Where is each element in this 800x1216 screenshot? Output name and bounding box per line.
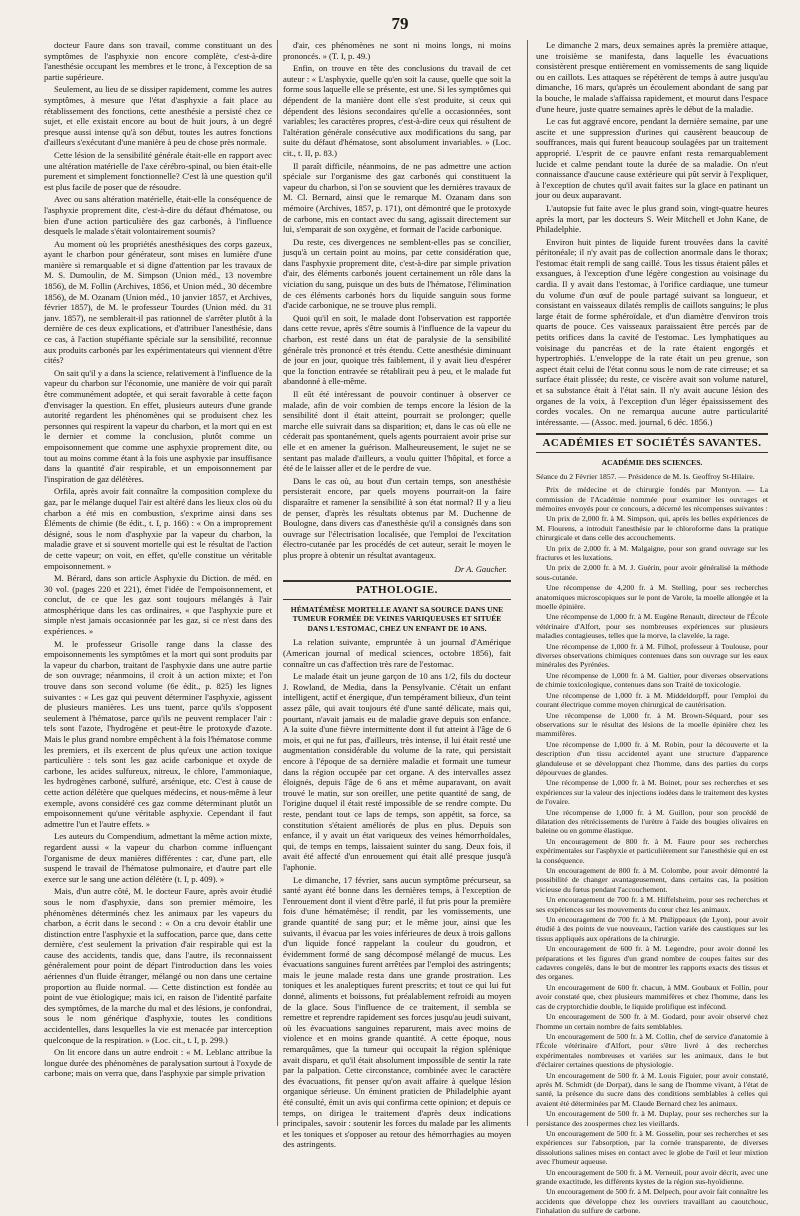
paragraph: Seulement, au lieu de se dissiper rapidement, comme les autres symptômes, à mesure que l'état d'asphyxie a fait place au rétablissement des fonctions, cette anesthésie a persisté chez ce sujet, et elle existait encore au bout de huit jours, à un degré presque aussi intense qu'à son début, toutes les autres fonctions d'ailleurs s'exécutant d'une manière à peu de chose près normale. <box>44 84 272 148</box>
list-item: Un encouragement de 500 fr. à M. Delpech, pour avoir fait connaître les accidents que développe chez les ouvriers travaillant au caoutchouc, l'inhalation du sulfure de carbone. <box>536 1187 768 1216</box>
list-item: Une récompense de 1,000 fr. à M. Filhol, professeur à Toulouse, pour diverses observations chimiques contenues dans son ouvrage sur les eaux minérales des Pyrénées. <box>536 641 768 670</box>
list-item: Un encouragement de 600 fr. à M. Legendre, pour avoir donné les préparations et les figures d'un grand nombre de coupes faites sur des cadavres congelés, dans le but de montrer les rapports exacts des tissus et des organes. <box>536 944 768 982</box>
paragraph: M. le professeur Grisolle range dans la classe des empoisonnements les symptômes et la mort qui sont produits par la vapeur du charbon, traitant de l'asphyxie dans une autre partie de son ouvrage; néanmoins, il croit à un action mixte; et l'on trouve dans son second volume (6e édit., p. 825) les lignes suivantes : « Les gaz qui peuvent déterminer l'asphyxie, agissent de plusieurs manières. Les uns tuent, parce qu'ils s'opposent seulement à l'hématose, parce qu'ils ne peuvent remplacer l'air : tels sont l'azote, l'hydrogène et peut-être le protoxyde d'azote. Mais le plus grand nombre empêchent à la fois l'hématose comme les premiers, et ils exercent de plus qu'eux une action toxique particulière : tels sont les gaz acide carbonique et oxyde de carbone, les acides sulfureux, nitreux, le chlore, l'ammoniaque, les hydrogènes carboné, sulfuré, arsénique, etc. C'est à cause de cette action délétère que quelques médecins, et nous-même à leur exemple, avons considéré ces gaz comme déterminant plutôt un empoisonnement qu'une véritable asphyxie. Cependant il faut admettre l'un et l'autre effets. » <box>44 638 272 829</box>
list-item: Un encouragement de 600 fr. chacun, à MM. Goubaux et Follin, pour avoir constaté que, chez plusieurs mammifères et chez l'homme, dans les cas de cryptorchidie double, le liquide prolifique est infécond. <box>536 982 768 1011</box>
column-middle <box>283 40 511 1150</box>
column-right <box>536 40 768 1216</box>
paragraph: On sait qu'il y a dans la science, relativement à l'influence de la vapeur du charbon sur l'économie, une manière de voir qui paraît être communément adoptée, et qui serait favorable à cette façon d'envisager la question. En effet, plusieurs auteurs d'une grande autorité regardent les phénomènes qui se produisent chez les personnes qui respirent la vapeur du charbon, et la mort qui en est le dernier et comme la conclusion, plutôt comme un empoisonnement que comme une asphyxie proprement dite, ou tout au moins comme étant à la fois une asphyxie par insuffisance dans la quantité d'air respirable, et un empoisonnement par l'inspiration de gaz délétères. <box>44 367 272 484</box>
paragraph: La relation suivante, empruntée à un journal d'Amérique (American journal of medical sciences, octobre 1856), fait connaître un cas d'affection très rare de l'estomac. <box>283 637 511 669</box>
paragraph: Il paraît difficile, néanmoins, de ne pas admettre une action spéciale sur l'organisme des gaz carbonés qui constituent la vapeur du charbon, si l'on se souvient que les dernières travaux de M. Cl. Bernard, ainsi que le remarque M. Ozanam dans son mémoire (Archives, 1857, p. 171), ont démontré que le protoxyde de carbone, mis en contact avec du sang, agissait directement sur lui, s'emparait de son oxygène, et formait de l'acide carbonique. <box>283 160 511 235</box>
list-item: Une récompense de 1,000 fr. à M. Galtier, pour diverses observations de chimie toxicologique, contenues dans son Traité de toxicologie. <box>536 670 768 690</box>
list-item: Un encouragement de 800 fr. à M. Colombe, pour avoir démontré la possibilité de changer avantageusement, dans certains cas, la position vicieuse du fœtus pendant l'accouchement. <box>536 866 768 894</box>
paragraph: Dans le cas où, au bout d'un certain temps, son anesthésie persisterait encore, par quels moyens pourrait-on la faire disparaître et ramener la sensibilité à son état normal? Il y a lieu de penser, d'après les résultats obtenus par M. Duchenne de Boulogne, dans divers cas d'anesthésie qu'il a consignés dans son ouvrage sur l'électrisation localisée, que l'emploi de l'excitation électro-cutanée par les procédés de cet auteur, serait le moyen le plus propre à obtenir un résultat avantageux. <box>283 475 511 560</box>
list-item: Une récompense de 1,000 fr. à M. Guillon, pour son procédé de dilatation des rétrécissements de l'urètre à l'aide des bougies olivaires en baleine ou en gomme élastique. <box>536 807 768 836</box>
list-item: Prix de médecine et de chirurgie fondés par Montyon. — La commission de l'Académie nommée pour examiner les ouvrages et mémoires envoyés pour ce concours, a décerné les récompenses suivantes : <box>536 485 768 513</box>
list-item: Un encouragement de 800 fr. à M. Faure pour ses recherches expérimentales sur l'asphyxie et particulièrement sur l'anesthésie qui en est la conséquence. <box>536 836 768 865</box>
list-item: Un prix de 2,000 fr. à M. Simpson, qui, après les belles expériences de M. Flourens, a introduit l'anesthésie par le chloroforme dans la pratique chirurgicale et dans celle des accouchements. <box>536 514 768 543</box>
paragraph: d'air, ces phénomènes ne sont ni moins longs, ni moins prononcés. » (T. I, p. 49.) <box>283 40 511 61</box>
list-item: Un prix de 2,000 fr. à M. Malgaigne, pour son grand ouvrage sur les fractures et les luxations. <box>536 543 768 562</box>
paragraph: On lit encore dans un autre endroit : « M. Leblanc attribue la longue durée des phénomènes de paralysation surtout à l'oxyde de carbone; mais on verra que, dans l'asphyxie par simple privation <box>44 1047 272 1079</box>
paragraph: M. Bérard, dans son article Asphyxie du Diction. de méd. en 30 vol. (pages 220 et 221), émet l'idée de l'empoisonnement, et conclut, de ce que les gaz sont toujours mélangés à l'air atmosphérique dans les cas ordinaires, « que l'asphyxie pure et simple n'est jamais occasionnée par les gaz, si ce n'est dans des expériences. » <box>44 573 272 637</box>
academy-subheading: ACADÉMIE DES SCIENCES. <box>601 457 703 467</box>
seance-line: Séance du 2 Février 1857. — Présidence de M. Is. Geoffroy St-Hilaire. <box>536 471 755 481</box>
list-item: Une récompense de 1,000 fr. à M. Boinet, pour ses recherches et ses expériences sur la valeur des injections iodées dans le traitement des kystes de l'ovaire. <box>536 778 768 807</box>
section-heading-academies: ACADÉMIES ET SOCIÉTÉS SAVANTES. <box>536 433 768 453</box>
list-item: Une récompense de 1,000 fr. à M. Brown-Séquard, pour ses observations sur le résultat des lésions de la moelle épinière chez les mammifères. <box>536 710 768 739</box>
paragraph: Le malade était un jeune garçon de 10 ans 1/2, fils du docteur J. Rowland, de Media, dans la Pensylvanie. C'était un enfant intelligent, actif et énergique, d'un tempérament bilieux, d'un teint assez pâle, qui avait toujours été d'une santé délicate, mais qui, pourtant, n'avait jamais eu de maladie grave depuis son enfance. A la suite d'une fièvre intermittente dont il fut atteint à l'âge de 6 mois, et qui ne fut pas, d'ailleurs, très intense, il lui était resté une augmentation considérable du volume de la rate, qui persistait encore à l'époque de sa dernière maladie et formait une tumeur dans la région occupée par cet organe. A des intervalles assez éloignés, depuis l'âge de 6 ans et même auparavant, on avait trouvé le matin, sur son oreiller, une petite quantité de sang, de l'origine duquel il était resté impossible de se rendre compte. Du reste, pendant tout ce laps de temps, son appétit, sa force, sa constitution s'étaient améliorés de plus en plus. Depuis son enfance, il y avait un état variqueux des veines hémorrhoïdales, qui, de temps en temps, laissaient suinter du sang. Deux fois, il avait été affecté d'un enrouement qui était allé presque jusqu'à l'aphonie. <box>283 671 511 872</box>
list-item: Un encouragement de 500 fr. à M. Verneuil, pour avoir décrit, avec une grande exactitude, les différents kystes de la région sus-hyoïdienne. <box>536 1167 768 1186</box>
paragraph: Mais, d'un autre côté, M. le docteur Faure, après avoir étudié sous le nom d'asphyxie, dans son premier mémoire, les phénomènes déterminés chez les animaux par les vapeurs du charbon, a écrit dans le second : « On a cru devoir établir une distinction entre l'asphyxie et la suffocation, parce que, dans cette dernière, c'est seulement la privation d'air respirable qui est la cause des accidents, tandis que, dans l'autre, ils reconnaissent généralement pour point de départ l'introduction dans les voies aériennes d'un fluide étranger, mélangé ou non dans une certaine proportion au fluide normal. — Cette distinction est fondée au point de vue étiologique; mais ici, en raison de l'identité parfaite des symptômes, de la marche du mal et des lésions, je confondrai, sous le nom générique d'asphyxie, toutes les conditions accidentelles, dans lesquelles la vie est menacée par interception quelconque de la respiration. » (Loc. cit., t. I, p. 299.) <box>44 886 272 1045</box>
list-item: Une récompense de 1,000 fr. à M. Eugène Renault, directeur de l'École vétérinaire d'Alfort, pour ses nombreuses expériences sur plusieurs maladies contagieuses, telles que la morve, la clavelée, la rage. <box>536 612 768 641</box>
list-item: Un encouragement de 700 fr. à M. Philippeaux (de Lyon), pour avoir étudié à des points de vue nouveaux, l'action variée des caustiques sur les tissus appliqués aux opérations de la chirurgie. <box>536 915 768 943</box>
paragraph: docteur Faure dans son travail, comme constituant un des symptômes de l'asphyxie non encore complète, c'est-à-dire l'anesthésie occupant les membres et le tronc, à l'exception de sa partie supérieure. <box>44 40 272 82</box>
paragraph: L'autopsie fut faite avec le plus grand soin, vingt-quatre heures après la mort, par les docteurs S. Weir Mitchell et John Kane, de Philadelphie. <box>536 202 768 235</box>
list-item: Une récompense de 1,000 fr. à M. Robin, pour la découverte et la description d'un tissu accidentel ayant une structure d'apparence glanduleuse et se développant chez l'homme, dans des parties du corps dépourvues de glandes. <box>536 739 768 777</box>
paragraph: Enfin, on trouve en tête des conclusions du travail de cet auteur : « L'asphyxie, quelle qu'en soit la cause, quelle que soit la forme sous laquelle elle se présente, est une. Si les symptômes qui dépendent de la manière dont elle s'est produite, si ceux qui dépendent des lésions secondaires qu'elle a occasionnées, sont variables; les caractères propres, c'est-à-dire ceux qui résultent de l'altération générale consécutive aux modifications du sang, par suite du défaut d'hématose, sont absolument invariables. » (Loc. cit., t. II, p. 83.) <box>283 63 511 158</box>
paragraph: Quoi qu'il en soit, le malade dont l'observation est rapportée dans cette revue, après s'être soumis à l'influence de la vapeur du charbon, est resté dans un état de paralysie de la sensibilité générale très prononcé et très étendu. Cette anesthésie diminuant de jour en jour, quoique très faiblement, il y avait lieu d'espérer que la fonction entravée se rétablirait peu à peu, et le malade fut abandonné à elle-même. <box>283 312 511 387</box>
list-item: Un prix de 2,000 fr. à M. J. Guérin, pour avoir généralisé la méthode sous-cutanée. <box>536 563 768 582</box>
list-item: Un encouragement de 700 fr. à M. Hiffelsheim, pour ses recherches et ses expériences sur les mouvements du cœur chez les animaux. <box>536 895 768 914</box>
paragraph: Le dimanche 2 mars, deux semaines après la première attaque, une troisième se manifesta, dans laquelle les évacuations consistèrent presque entièrement en vomissements de sang liquide ou en caillots. Les attaques se répétèrent de temps à autre jusqu'au dimanche, 16 mars, qu'après un écoulement abondant de sang par la bouche, le malade s'affaissa rapidement, et mourut dans l'espace d'une heure, juste quatre semaines après le début de la maladie. <box>536 40 768 114</box>
paragraph: Environ huit pintes de liquide furent trouvées dans la cavité péritonéale; il n'y avait pas de collection anormale dans le thorax; l'estomac était rempli de sang caillé. Tous les tissus étaient pâles et exsangues, à l'exception d'une légère congestion au voisinage du cardia. Il y avait dans l'estomac, à l'orifice cardiaque, une tumeur du volume d'un œuf de poule partagé suivant sa longueur, et consistant en vaisseaux dilatés remplis de caillots sanguins; le plus large était de forme sphéroïdale, et d'un diamètre d'environ trois quarts de pouce. Ces vaisseaux paraissaient être percés par de petits orifices dans la cavité de l'estomac. Les lymphatiques au voisinage du pancréas et de la rate étaient engorgés et hypertrophiés. L'enveloppe de la rate était un peu grenue, son aspect était celui de l'état connu sous le nom de rate cirreuse; et sa surface était plissée; du reste, ce viscère avait son volume naturel, et sa substance était à l'état sain. Il n'y avait aucune lésion des organes de la voix, à l'exception d'un léger épaississement des cordes vocales. On ne remarqua aucune autre particularité intéressante. — (Assoc. med. journal, 6 déc. 1856.) <box>536 236 768 427</box>
paragraph: Cette lésion de la sensibilité générale était-elle en rapport avec une altération matérielle de l'axe cérébro-spinal, ou bien était-elle purement et simplement fonctionnelle? C'est là une question qu'il est plus facile de poser que de résoudre. <box>44 149 272 192</box>
list-item: Une récompense de 1,000 fr. à M. Middeldorpff, pour l'emploi du courant électrique comme moyen chirurgical de cautérisation. <box>536 690 768 710</box>
article-subtitle: HÉMATÉMÈSE MORTELLE AYANT SA SOURCE DANS UNE TUMEUR FORMÉE DE VEINES VARIQUEUSES ET SITUÉE DANS L'ESTOMAC, CHEZ UN ENFANT DE 10 ANS. <box>290 604 504 633</box>
paragraph: Le dimanche, 17 février, sans aucun symptôme précurseur, sa santé ayant été bonne dans les dernières temps, à l'exception de l'enrouement dont il vient d'être parlé, il fut pris pour la première fois d'une hématémèse; il rendit, par les vomissements, une grande quantité de sang pur; et le même jour, ainsi que les suivants, il évacua par les voies inférieures de deux à trois gallons d'un liquide foncé rappelant la couleur du goudron, et évidemment formé de sang décomposé mélangé de mucus. Les évacuations sanguines furent arrêtées par l'emploi des astringents; mais le jeune malade resta dans une grande prostration. Les toniques et les analeptiques furent prescrits; et tout ce qui lui fut donné, aliments et boissons, fut préalablement refroidi au moyen de la glace. Sous l'influence de ce traitement, il sembla se remettre et reprendre rapidement ses forces jusqu'au jeudi suivant, où les évacuations sanguines reparurent, mais avec moins de violence et en moins grande quantité. A cette époque, nous remarquâmes, que la tumeur qui occupait la région splénique avait disparu, et qu'il était absolument impossible de sentir la rate par la palpation. Cette circonstance, combinée avec le caractère des évacuations, fit penser qu'on avait affaire à quelque lésion organique sérieuse. Un éminent praticien de Philadelphie ayant été consulté, émit un avis qui confirma cette opinion; et depuis ce temps, on dirigea le traitement d'après deux indications principales, savoir : soutenir les forces du malade par les aliments et les toniques et s'opposer au retour des hémorrhagies au moyen des astringents. <box>283 874 511 1150</box>
academy-prize-list <box>536 485 768 1215</box>
paragraph: Il eût été intéressant de pouvoir continuer à observer ce malade, afin de voir combien de temps encore la lésion de la sensibilité dont il était atteint, pourrait se prolonger; quelle marche elle suivrait dans sa disparition; et, dans le cas où elle ne céderait pas spontanément, quels agents pourraient avoir prise sur elle et en amener la guérison. Malheureusement, le sujet ne se sentant pas malade d'ailleurs, a voulu quitter l'hôpital, et force a été de le laisser aller et de le perdre de vue. <box>283 389 511 474</box>
paragraph: Au moment où les propriétés anesthésiques des corps gazeux, ayant le charbon pour générateur, sont mises en lumière d'une manière si remarquable et si digne d'attention par les travaux de M. S. Dumoulin, de M. Simpson (Union méd., 13 novembre 1856), de M. Follin (Archives, 1856, et Union méd., 30 décembre 1856), de M. Ozanam (Union méd., 10 janvier 1857, et Archives, février 1857), de M. le professeur Tourdes (Union méd. du 31 janv. 1857), ne semblerait-il pas rationnel de s'arrêter plutôt à la dernière de ces deux explications, et d'attribuer l'anesthésie, dans ce cas, à l'action stupéfiante spéciale sur la sensibilité, reconnue aux produits carbonés par les expérimentateurs qui viennent d'être cités? <box>44 238 272 366</box>
column-rule-right <box>527 40 528 1126</box>
section-heading-pathologie: PATHOLOGIE. <box>283 580 511 600</box>
paragraph: Du reste, ces divergences ne semblent-elles pas se concilier, jusqu'à un certain point au moins, par cette considération que, dans l'asphyxie proprement dite, c'est-à-dire par simple privation d'air, des éléments carbonés jouent certainement un rôle dans la viciation du sang, puisque un des buts de l'hématose, l'élimination de ces éléments carbonés hors du liquide sanguin sous forme d'acide carbonique, ne se trouve plus rempli. <box>283 236 511 311</box>
article-signature: Dr A. Gaucher. <box>454 563 507 574</box>
list-item: Une récompense de 4,200 fr. à M. Stelling, pour ses recherches anatomiques microscopiques sur le pont de Varole, la moelle allongée et la moelle épinière. <box>536 583 768 612</box>
paragraph: Avec ou sans altération matérielle, était-elle la conséquence de l'asphyxie proprement dite, c'est-à-dire du défaut d'hématose, ou bien d'une action particulière des gaz carbonés, à l'influence desquels le malade s'était volontairement soumis? <box>44 194 272 237</box>
list-item: Un encouragement de 500 fr. à M. Gosselin, pour ses recherches et ses expériences sur l'absorption, par la cornée transparente, de diverses dissolutions salines mises en contact avec le globe de l'œil et leur mixtion avec l'humeur aqueuse. <box>536 1128 768 1167</box>
list-item: Un encouragement de 500 fr. à M. Duplay, pour ses recherches sur la persistance des zoospermes chez les vieillards. <box>536 1109 768 1128</box>
list-item: Un encouragement de 500 fr. à M. Collin, chef de service d'anatomie à l'École vétérinaire d'Alfort, pour s'être livré à des recherches expérimentales nombreuses et variées sur les animaux, dans le but d'éclairer certaines questions de physiologie. <box>536 1031 768 1070</box>
paragraph: Orfila, après avoir fait connaître la composition complexe du gaz, par le mélange duquel l'air est altéré dans les lieux clos où du charbon a été mis en combustion, s'exprime ainsi dans ses Éléments de chimie (8e édit., t. I, p. 166) : « On a improprement désigné, sous le nom d'asphyxie par la vapeur du charbon, la maladie grave et si souvent mortelle qui est le résultat de l'action de cette vapeur; on voit, en effet, qu'elle constitue un véritable empoisonnement. » <box>44 486 272 571</box>
paragraph: Les auteurs du Compendium, admettant la même action mixte, regardent aussi « la vapeur du charbon comme influençant l'organisme de deux manières différentes : car, d'une part, elle suspend le travail de l'hématose pulmonaire, et d'autre part elle exerce sur le sang une action délétère (t. I, p. 409). » <box>44 831 272 884</box>
list-item: Un encouragement de 500 fr. à M. Godard, pour avoir observé chez l'homme un certain nombre de faits semblables. <box>536 1012 768 1031</box>
column-left <box>44 40 272 1126</box>
page-number: 79 <box>391 14 409 33</box>
paragraph: Le cas fut aggravé encore, pendant la dernière semaine, par une ascite et une suppression d'urines qui causèrent beaucoup de souffrances, mais qui furent beaucoup soulagées par un traitement approprié. L'esprit de ce pauvre enfant resta remarquablement lucide et calme pendant toute la durée de sa maladie. On n'eut connaissance d'aucune cause extérieure qui pût servir à l'expliquer, à l'exception de chutes qu'il avait faites sur la glace en patinant un jour ou deux auparavant. <box>536 116 768 201</box>
list-item: Un encouragement de 500 fr. à M. Louis Figuier, pour avoir constaté, après M. Schmidt (de Dorpat), dans le sang de l'homme vivant, à l'état de santé, la présence du sucre dans des conditions semblables à celles qui avaient été déterminées par M. Claude Bernard chez les animaux. <box>536 1070 768 1108</box>
column-rule-left <box>277 40 278 1126</box>
